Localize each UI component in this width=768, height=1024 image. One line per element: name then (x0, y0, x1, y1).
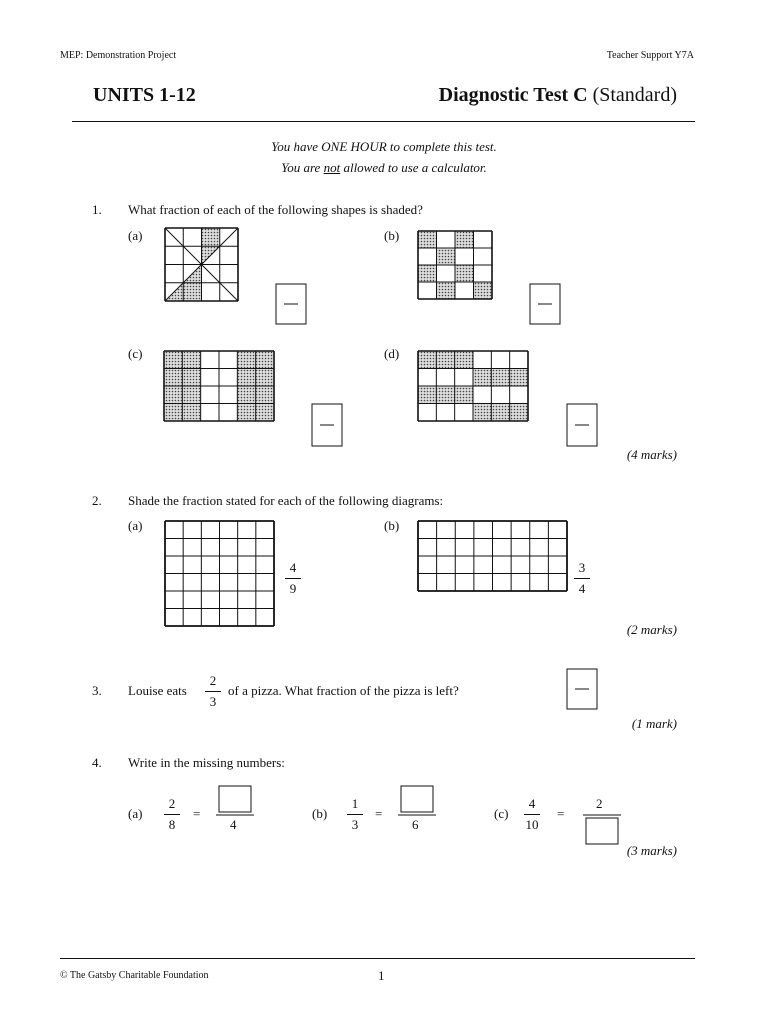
shaded-cell (182, 386, 200, 404)
shaded-cell (256, 351, 274, 369)
q4b-label: (b) (312, 806, 328, 821)
q1-label-a: (a) (128, 228, 143, 243)
q1d-shape (418, 351, 528, 421)
shaded-cell (473, 369, 491, 387)
q3-number: 3. (92, 683, 102, 698)
shaded-cell (473, 404, 491, 422)
instr-post: allowed to use a calculator. (340, 160, 487, 175)
q4c-num: 4 (528, 796, 536, 811)
q3-marks: (1 mark) (631, 716, 677, 731)
q3-num: 2 (209, 673, 217, 688)
shaded-cell (437, 282, 456, 299)
q1-marks: (4 marks) (626, 447, 677, 462)
shaded-cell (491, 369, 509, 387)
q4a-den: 8 (168, 817, 176, 832)
q2-marks: (2 marks) (626, 622, 677, 637)
q2a-num: 4 (289, 560, 297, 575)
q2b-den: 4 (578, 581, 586, 596)
q4b-num: 1 (351, 796, 359, 811)
q4b-den: 3 (351, 817, 359, 832)
q4-text: Write in the missing numbers: (128, 755, 285, 770)
q1-label-c: (c) (128, 346, 143, 361)
shaded-cell (510, 404, 528, 422)
shaded-cell (437, 248, 456, 265)
answer-box (586, 818, 618, 844)
shaded-cell (436, 351, 454, 369)
q1b-shape (418, 231, 492, 299)
q4c-den: 10 (525, 817, 539, 832)
shaded-cell (164, 386, 182, 404)
instructions-line1: You have ONE HOUR to complete this test. (271, 139, 497, 154)
q2-number: 2. (92, 493, 102, 508)
shaded-cell (474, 282, 493, 299)
q2-label-a: (a) (128, 518, 143, 533)
shaded-cell (256, 386, 274, 404)
q4a-equals: = (193, 806, 201, 821)
answer-box (219, 786, 251, 812)
shaded-cell (164, 369, 182, 387)
shaded-cell (256, 369, 274, 387)
q1-text: What fraction of each of the following shapes is shaded? (128, 202, 423, 217)
header-left: MEP: Demonstration Project (60, 50, 177, 61)
q4c-right-num: 2 (596, 796, 603, 811)
shaded-cell (455, 231, 474, 248)
shaded-cell (182, 369, 200, 387)
q3-post: of a pizza. What fraction of the pizza is left? (228, 683, 459, 698)
shaded-cell (455, 351, 473, 369)
shaded-cell (237, 386, 255, 404)
shaded-cell (455, 265, 474, 282)
q4c-label: (c) (494, 806, 509, 821)
q1-label-d: (d) (384, 346, 400, 361)
instr-not: not (323, 160, 341, 175)
q2a-den: 9 (289, 581, 297, 596)
q2-label-b: (b) (384, 518, 400, 533)
shaded-cell (164, 351, 182, 369)
footer-copyright: © The Gatsby Charitable Foundation (60, 970, 209, 981)
shaded-cell (256, 404, 274, 422)
units-title: UNITS 1-12 (93, 84, 196, 106)
q2-text: Shade the fraction stated for each of the following diagrams: (128, 493, 444, 508)
q2b-grid[interactable] (418, 521, 567, 591)
q4b-right-den: 6 (412, 817, 419, 832)
q4b-equals: = (375, 806, 383, 821)
instr-pre: You are (281, 160, 324, 175)
q1a-shape (165, 228, 238, 301)
page-number: 1 (378, 968, 385, 983)
shaded-cell (418, 386, 436, 404)
q4-number: 4. (92, 755, 102, 770)
q1-label-b: (b) (384, 228, 400, 243)
shaded-cell (182, 351, 200, 369)
shaded-cell (237, 404, 255, 422)
shaded-cell (182, 404, 200, 422)
shaded-cell (455, 386, 473, 404)
shaded-cell (237, 351, 255, 369)
shaded-cell (237, 369, 255, 387)
shaded-cell (418, 351, 436, 369)
q1-number: 1. (92, 202, 102, 217)
q1c-shape (164, 351, 274, 421)
header-right: Teacher Support Y7A (606, 50, 694, 61)
shaded-cell (436, 386, 454, 404)
shaded-cell (164, 404, 182, 422)
q4c-equals: = (557, 806, 565, 821)
q3-den: 3 (209, 694, 217, 709)
q4a-num: 2 (168, 796, 176, 811)
shaded-cell (418, 231, 437, 248)
answer-box (401, 786, 433, 812)
test-title-main: Diagnostic Test C (438, 84, 588, 106)
q3-pre: Louise eats (128, 683, 187, 698)
q2b-num: 3 (578, 560, 586, 575)
q2a-grid[interactable] (165, 521, 274, 626)
q4a-right-den: 4 (230, 817, 237, 832)
test-title-level: (Standard) (592, 84, 677, 106)
shaded-cell (491, 404, 509, 422)
q4a-label: (a) (128, 806, 143, 821)
q4-marks: (3 marks) (626, 843, 677, 858)
shaded-cell (418, 265, 437, 282)
shaded-cell (510, 369, 528, 387)
